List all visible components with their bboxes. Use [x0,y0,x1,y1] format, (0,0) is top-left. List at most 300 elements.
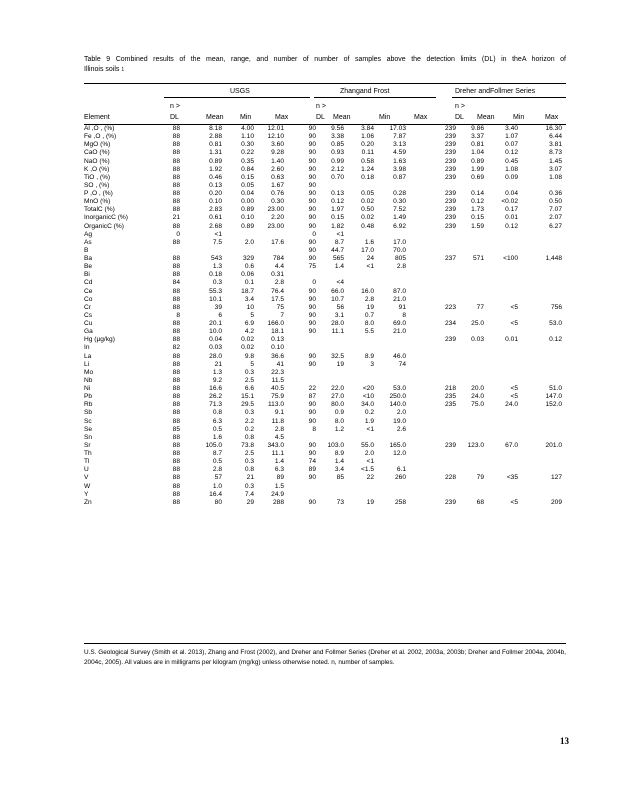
table-row [84,174,566,182]
value-cell: 201.0 [545,441,562,449]
value-cell: 16.4 [209,490,222,498]
value-cell: 19 [366,303,374,311]
value-cell: <5 [510,303,518,311]
value-cell: 0.01 [505,214,518,222]
value-cell: 1.59 [471,222,484,230]
value-cell: 22.3 [271,368,284,376]
value-cell: 26.2 [209,393,222,401]
table-row [84,344,566,352]
value-cell: 3.4 [244,295,254,303]
value-cell: 32.5 [331,352,344,360]
value-cell: 2.8 [212,466,222,474]
value-cell: 2.6 [396,425,406,433]
value-cell: 88 [172,417,180,425]
value-cell: 73.8 [241,441,254,449]
table-row [84,198,566,206]
table-row [84,288,566,296]
element-cell: As [84,238,92,246]
element-cell: Rb [84,401,93,409]
zhang-n-gt: n > [316,103,326,110]
value-cell: 19 [336,360,344,368]
value-cell: 66.0 [331,287,344,295]
value-cell: 0.8 [244,433,254,441]
value-cell: 0.12 [549,336,562,344]
table-row [84,304,566,312]
value-cell: 329 [242,255,254,262]
value-cell: 0.76 [271,190,284,197]
value-cell: 1,448 [545,255,562,262]
table-caption [84,55,566,75]
value-cell: 3.84 [361,125,374,132]
value-cell: 0.07 [505,141,518,149]
value-cell: 75.9 [271,393,284,401]
table-row [84,458,566,466]
usgs-header-max: Max [275,114,289,121]
value-cell: 0.11 [361,149,374,157]
value-cell: <5 [510,320,518,327]
table-row [84,206,566,214]
value-cell: 8.18 [209,125,222,132]
element-cell: Tl [84,458,90,466]
value-cell: 0 [312,230,316,238]
value-cell: 239 [444,214,456,222]
header-element: Element [84,114,110,121]
value-cell: 3.13 [393,141,406,149]
value-cell: 88 [172,303,180,311]
value-cell: 5.5 [364,328,374,336]
value-cell: 6.3 [274,466,284,474]
element-cell: K ,O (%) [84,165,110,173]
table-row [84,409,566,417]
value-cell: 4.59 [393,149,406,157]
value-cell: 90 [308,409,316,417]
value-cell: 1.08 [549,173,562,181]
dreher-header-min: Min [513,114,525,121]
value-cell: 9.56 [331,125,344,132]
value-cell: 90 [308,181,316,189]
value-cell: 85 [336,474,344,482]
value-cell: 239 [444,165,456,173]
value-cell: 74 [398,360,406,368]
value-cell: 127 [550,474,562,482]
value-cell: 228 [444,474,456,482]
value-cell: 85 [172,425,180,433]
element-cell: Y [84,490,89,498]
value-cell: 4.4 [274,263,284,271]
table-top-rule [84,83,566,84]
table-row [84,158,566,166]
element-cell: Zn [84,498,92,506]
value-cell: 11.1 [271,450,284,457]
value-cell: 0.1 [244,279,254,287]
value-cell: 21 [172,214,180,222]
value-cell: 22 [308,385,316,392]
value-cell: 0 [176,230,180,238]
value-cell: 90 [308,474,316,482]
value-cell: 17.5 [271,295,284,303]
value-cell: 239 [444,206,456,214]
element-cell: Se [84,425,93,433]
element-cell: U [84,466,89,474]
value-cell: 8 [176,311,180,319]
value-cell: 0.2 [244,425,254,433]
value-cell: 29 [246,498,254,506]
value-cell: 0.02 [361,198,374,206]
element-cell: MnO (%) [84,198,111,206]
table-row [84,141,566,149]
value-cell: 90 [308,320,316,327]
table-row [84,491,566,499]
element-cell: W [84,482,91,490]
zhang-header-min: Min [379,114,391,121]
value-cell: 0.30 [393,198,406,206]
value-cell: 0.3 [244,482,254,490]
value-cell: 44.7 [331,246,344,254]
value-cell: 68 [476,498,484,506]
value-cell: 88 [172,368,180,376]
value-cell: 7.4 [244,490,254,498]
value-cell: 90 [308,417,316,425]
value-cell: 90 [308,311,316,319]
value-cell: 2.88 [209,133,222,141]
value-cell: 1.07 [505,133,518,141]
value-cell: 25.0 [471,320,484,327]
value-cell: 0.63 [271,173,284,181]
value-cell: 0.30 [241,141,254,149]
value-cell: 0.10 [241,214,254,222]
value-cell: 0.3 [212,279,222,287]
value-cell: 28.0 [331,320,344,327]
element-cell: Pb [84,393,93,401]
value-cell: 0.04 [241,190,254,197]
value-cell: 2.5 [244,450,254,457]
value-cell: 88 [172,433,180,441]
caption-line-1: Table 9 Combined results of the mean, range, and number of number of samples above the detection limits (DL) in theA horizon of [84,56,566,63]
value-cell: 0.35 [241,157,254,165]
value-cell: 23.00 [267,222,284,230]
value-cell: 39 [214,303,222,311]
element-cell: CaO (%) [84,149,110,157]
value-cell: 15.1 [241,393,254,401]
value-cell: 0.02 [241,344,254,352]
table-row [84,499,566,507]
value-cell: 239 [444,173,456,181]
value-cell: 17.0 [361,246,374,254]
value-cell: 1.4 [334,458,344,466]
value-cell: 69.0 [393,320,406,327]
value-cell: 250.0 [389,393,406,401]
element-cell: Hg (μg/kg) [84,336,115,344]
value-cell: 9.8 [244,352,254,360]
value-cell: 1.49 [393,214,406,222]
value-cell: 88 [172,441,180,449]
value-cell: 0.28 [393,190,406,197]
value-cell: 2.60 [271,165,284,173]
zhang-header-mean: Mean [333,114,351,121]
value-cell: 239 [444,133,456,141]
value-cell: 88 [172,482,180,490]
value-cell: 88 [172,474,180,482]
value-cell: 88 [172,360,180,368]
element-cell: P ,O , (%) [84,190,113,197]
value-cell: 0.02 [241,336,254,344]
value-cell: 88 [172,409,180,417]
table-row [84,336,566,344]
value-cell: 8.9 [334,450,344,457]
value-cell: 239 [444,498,456,506]
element-cell: TiO , (%) [84,173,111,181]
value-cell: 90 [308,125,316,132]
value-cell: 234 [444,320,456,327]
value-cell: 90 [308,441,316,449]
value-cell: 75 [308,263,316,271]
value-cell: 89 [276,474,284,482]
value-cell: 5 [250,311,254,319]
element-cell: Al ,O , (%) [84,125,115,132]
value-cell: 1.2 [334,425,344,433]
value-cell: 0.31 [271,271,284,279]
table-row [84,312,566,320]
value-cell: 23.00 [267,206,284,214]
value-cell: 2.8 [396,263,406,271]
value-cell: 40.5 [271,385,284,392]
value-cell: 123.0 [467,441,484,449]
value-cell: 21.0 [393,295,406,303]
table-row [84,263,566,271]
table-row [84,466,566,474]
value-cell: 1.08 [505,165,518,173]
page-number: 13 [560,736,569,746]
value-cell: 3.38 [331,133,344,141]
value-cell: 4.5 [274,433,284,441]
value-cell: 784 [272,255,284,262]
table-body [84,125,566,507]
value-cell: 0.3 [244,409,254,417]
value-cell: 0.22 [241,149,254,157]
value-cell: 0.05 [361,190,374,197]
value-cell: 88 [172,320,180,327]
value-cell: 10.0 [209,328,222,336]
value-cell: 88 [172,295,180,303]
value-cell: 571 [472,255,484,262]
value-cell: 0.09 [505,173,518,181]
value-cell: 88 [172,376,180,384]
value-cell: 90 [308,214,316,222]
value-cell: 57 [214,474,222,482]
value-cell: 90 [308,401,316,409]
value-cell: 55.0 [361,441,374,449]
value-cell: 0.99 [331,157,344,165]
value-cell: 0.13 [209,181,222,189]
value-cell: 2.0 [244,238,254,246]
value-cell: 88 [172,458,180,466]
value-cell: 0.20 [361,141,374,149]
value-cell: 1.45 [549,157,562,165]
value-cell: 10 [246,303,254,311]
value-cell: 0.7 [364,311,374,319]
value-cell: 88 [172,287,180,295]
usgs-header-mean: Mean [206,114,224,121]
value-cell: 0.61 [209,214,222,222]
value-cell: 0.89 [241,206,254,214]
value-cell: 1.10 [241,133,254,141]
value-cell: 24.0 [505,401,518,409]
value-cell: 88 [172,149,180,157]
value-cell: 2.68 [209,222,222,230]
table-row [84,393,566,401]
value-cell: <1 [366,425,374,433]
value-cell: 28.0 [209,352,222,360]
value-cell: 0.5 [212,458,222,466]
usgs-group-rule [164,97,310,98]
value-cell: 10.7 [331,295,344,303]
value-cell: 90 [308,133,316,141]
value-cell: 10.1 [209,295,222,303]
value-cell: 53.0 [393,385,406,392]
table-row [84,223,566,231]
value-cell: 1.63 [393,157,406,165]
element-cell: Ce [84,287,93,295]
element-cell: Bi [84,271,90,279]
element-cell: NaO (%) [84,157,110,165]
value-cell: 103.0 [327,441,344,449]
value-cell: 7 [280,311,284,319]
element-cell: Sb [84,409,93,417]
value-cell: 88 [172,255,180,262]
element-cell: Li [84,360,90,368]
value-cell: 239 [444,149,456,157]
value-cell: 21.0 [393,328,406,336]
value-cell: 239 [444,441,456,449]
value-cell: 0.45 [505,157,518,165]
element-cell: InorganicC (%) [84,214,128,222]
value-cell: 6.9 [244,320,254,327]
value-cell: 3.07 [549,165,562,173]
table-row [84,369,566,377]
value-cell: 88 [172,165,180,173]
caption-footnote-marker: 1 [121,67,125,73]
value-cell: 87 [308,393,316,401]
value-cell: 6.27 [549,222,562,230]
value-cell: 11.1 [331,328,344,336]
value-cell: 113.0 [267,401,284,409]
value-cell: 82 [172,344,180,352]
value-cell: 140.0 [389,401,406,409]
value-cell: 17.6 [271,238,284,246]
value-cell: 7.52 [393,206,406,214]
value-cell: 0.15 [331,214,344,222]
value-cell: 88 [172,190,180,197]
value-cell: 88 [172,263,180,271]
value-cell: 90 [308,141,316,149]
element-cell: Co [84,295,93,303]
element-cell: Ga [84,328,93,336]
table-row [84,434,566,442]
value-cell: <1.5 [360,466,374,474]
value-cell: 0.20 [209,190,222,197]
value-cell: 2.83 [209,206,222,214]
value-cell: 74 [308,458,316,466]
value-cell: 80 [214,498,222,506]
element-cell: In [84,344,90,352]
value-cell: 0.89 [209,157,222,165]
value-cell: 0.50 [361,206,374,214]
table-row [84,353,566,361]
value-cell: 1.40 [271,157,284,165]
value-cell: 0.13 [271,336,284,344]
value-cell: 88 [172,401,180,409]
value-cell: 4.00 [241,125,254,132]
table-row [84,271,566,279]
value-cell: 8.7 [334,238,344,246]
table-row [84,361,566,369]
value-cell: 1.67 [271,181,284,189]
value-cell: 2.2 [244,417,254,425]
value-cell: 1.04 [471,149,484,157]
value-cell: 87.0 [393,287,406,295]
value-cell: 239 [444,336,456,344]
value-cell: 2.8 [364,295,374,303]
value-cell: 0.93 [331,149,344,157]
value-cell: 6.92 [393,222,406,230]
value-cell: 3.81 [549,141,562,149]
value-cell: 84 [172,279,180,287]
value-cell: <1 [214,230,222,238]
value-cell: 21 [214,360,222,368]
value-cell: 90 [308,190,316,197]
value-cell: 90 [308,360,316,368]
value-cell: 3.98 [393,165,406,173]
value-cell: 152.0 [545,401,562,409]
value-cell: 88 [172,125,180,132]
value-cell: 90 [308,238,316,246]
value-cell: 0.18 [361,173,374,181]
table-row [84,442,566,450]
value-cell: 90 [308,352,316,360]
table-row [84,182,566,190]
value-cell: 105.0 [205,441,222,449]
value-cell: 0.10 [271,344,284,352]
value-cell: 88 [172,181,180,189]
value-cell: 3.37 [471,133,484,141]
value-cell: 543 [210,255,222,262]
group-zhang-frost: Zhangand Frost [340,88,390,95]
table-row [84,385,566,393]
value-cell: 239 [444,222,456,230]
value-cell: 1.92 [209,165,222,173]
value-cell: 2.07 [549,214,562,222]
value-cell: 565 [332,255,344,262]
element-cell: Cr [84,303,91,311]
value-cell: 6.6 [244,385,254,392]
value-cell: 36.6 [271,352,284,360]
value-cell: 16.0 [361,287,374,295]
element-cell: OrganicC (%) [84,222,124,230]
value-cell: 0.81 [209,141,222,149]
value-cell: 9.1 [274,409,284,417]
element-cell: Sn [84,433,93,441]
value-cell: 90 [308,328,316,336]
value-cell: 239 [444,125,456,132]
value-cell: 20.1 [209,320,222,327]
value-cell: 1.73 [471,206,484,214]
value-cell: 22 [366,474,374,482]
value-cell: 88 [172,352,180,360]
dreher-header-dl: DL [455,114,464,121]
value-cell: 89 [308,466,316,474]
value-cell: 3.40 [505,125,518,132]
value-cell: 0.8 [244,466,254,474]
